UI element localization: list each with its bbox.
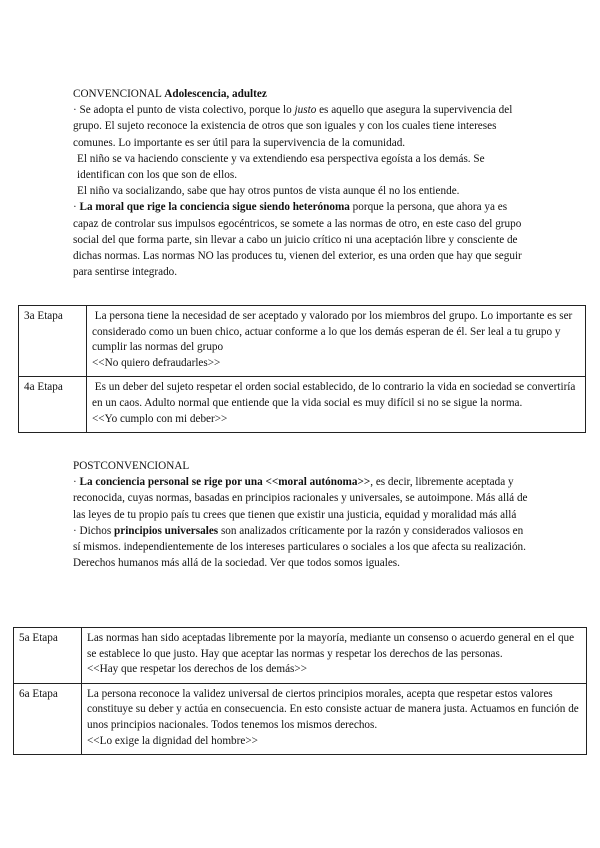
postconventional-stages-table [13, 627, 587, 755]
conventional-paragraph-4: · La moral que rige la conciencia sigue siendo heterónoma porque la persona, que ahora ya es capaz de controlar sus impulsos egocéntricos, se somete a las normas de otro, en este caso del grupo social del que forma parte, sin llevar a cabo un juicio crítico ni una aceptación libre y consciente de dichas normas. Las normas NO las produces tu, vienen del exterior, es una orden que hay que seguir para sentirse integrado. [73, 201, 522, 279]
stage-description: Las normas han sido aceptadas libremente por la mayoría, mediante un consenso o acuerdo general en el que se establece lo que justo. Hay que aceptar las normas y respetar los derechos de las personas. <<Hay que respetar los derechos de los demás>> [82, 628, 587, 684]
stage-label: 6a Etapa [14, 683, 82, 754]
stage-quote: <<No quiero defraudarles>> [92, 356, 221, 369]
conventional-paragraph-1: · Se adopta el punto de vista colectivo, porque lo justo es aquello que asegura la supervivencia del grupo. El sujeto reconoce la existencia de otros que son iguales y con los cuales tiene intereses comunes. Lo importante es ser útil para la supervivencia de la comunidad. [73, 104, 513, 149]
postconventional-section [73, 458, 528, 571]
stage-quote: <<Hay que respetar los derechos de los demás>> [87, 663, 308, 676]
stage-label: 4a Etapa [19, 377, 87, 433]
stage-label: 3a Etapa [19, 306, 87, 377]
conventional-section [73, 86, 528, 280]
conventional-heading: CONVENCIONAL Adolescencia, adultez [73, 88, 267, 100]
stage-label: 5a Etapa [14, 628, 82, 684]
stage-description: La persona reconoce la validez universal de ciertos principios morales, acepta que respetar estos valores constituye su deber y actúa en consecuencia. En esto consiste actuar de manera justa. Actuamos en función de unos principios nacionales. Todos tenemos los mismos derechos. <<Lo exige la dignidad del hombre>> [82, 683, 587, 754]
stage-quote: <<Yo cumplo con mi deber>> [92, 412, 228, 425]
stage-quote: <<Lo exige la dignidad del hombre>> [87, 734, 258, 747]
stage-description: La persona tiene la necesidad de ser aceptado y valorado por los miembros del grupo. Lo importante es ser considerado como un buen chico, actuar conforme a lo que los demás esperan de él. Ser leal a tu grupo y cumplir las normas del grupo <<No quiero defraudarles>> [87, 306, 586, 377]
table-row [19, 306, 586, 377]
table-row [14, 683, 587, 754]
conventional-stages-table [18, 305, 586, 433]
conventional-paragraph-3: El niño va socializando, sabe que hay otros puntos de vista aunque él no los entiende. [77, 185, 460, 198]
postconventional-heading: POSTCONVENCIONAL [73, 460, 190, 472]
conventional-paragraph-2: El niño se va haciendo consciente y va extendiendo esa perspectiva egoísta a los demás. Se identifican con los que son de ellos. [77, 152, 485, 182]
table-row [14, 628, 587, 684]
stage-description: Es un deber del sujeto respetar el orden social establecido, de lo contrario la vida en sociedad se convertiría en un caos. Adulto normal que entiende que la vida social es muy difícil si no se sigue la norma. <<Yo cumplo con mi deber>> [87, 377, 586, 433]
postconventional-paragraph-1: · La conciencia personal se rige por una <<moral autónoma>>, es decir, libremente aceptada y reconocida, cuyas normas, basadas en principios racionales y universales, se autoimpone. Más allá de las leyes de tu propio país tu crees que tienen que existir una justicia, equidad y moralidad más allá [73, 476, 528, 521]
table-row [19, 377, 586, 433]
postconventional-paragraph-2: · Dichos principios universales son analizados críticamente por la razón y considerados valiosos en sí mismos. independientemente de los intereses particulares o sociales a los que afecta su realización. Derechos humanos más allá de la sociedad. Ver que todos somos iguales. [73, 524, 526, 570]
